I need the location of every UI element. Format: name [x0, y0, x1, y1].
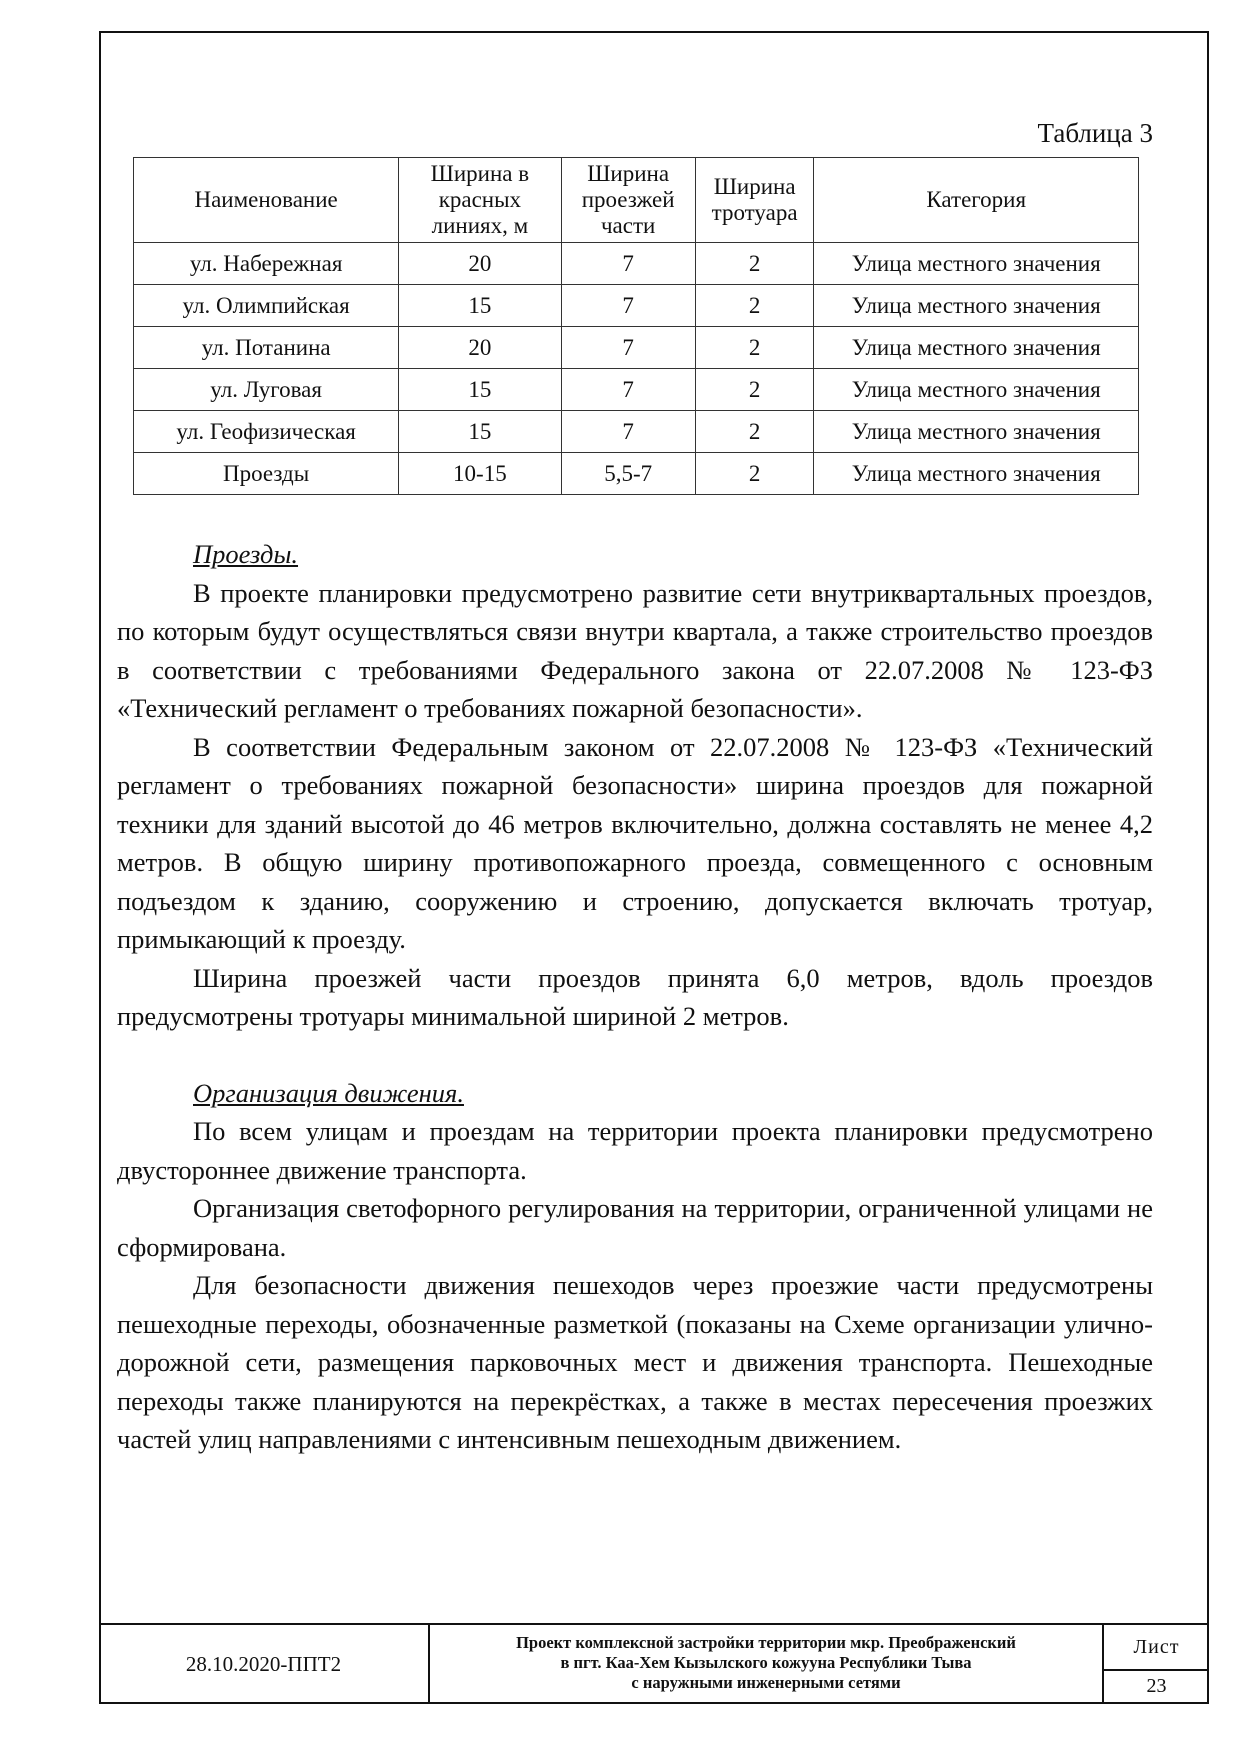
paragraph: В проекте планировки предусмотрено развитие сети внутриквартальных проездов, по которым будут осуществляться связи внутри квартала, а также строительство проездов в соответствии с требованиями Федерального закона от 22.07.2008 № 123-ФЗ «Технический регламент о требованиях пожарной безопасности».: [117, 577, 1153, 723]
cell-name: Проезды: [134, 453, 399, 495]
cell-name: ул. Набережная: [134, 243, 399, 285]
cell-name: ул. Геофизическая: [134, 411, 399, 453]
cell-category: Улица местного значения: [814, 285, 1139, 327]
paragraph: Организация светофорного регулирования на территории, ограниченной улицами не сформирована.: [117, 1193, 1153, 1262]
table-caption: Таблица 3: [1037, 118, 1153, 148]
paragraph: В соответствии Федеральным законом от 22.07.2008 № 123-ФЗ «Технический регламент о требованиях пожарной безопасности» ширина проездов для пожарной техники для зданий высотой до 46 метров включительно, должна составлять не менее 4,2 метров. В общую ширину противопожарного проезда, совмещенного с основным подъездом к зданию, сооружению и строению, допускается включать тротуар, примыкающий к проезду.: [117, 731, 1153, 954]
title-block: [99, 1623, 1209, 1704]
cell-carriageway-width: 7: [561, 243, 695, 285]
cell-sidewalk-width: 2: [695, 411, 814, 453]
sheet-box: [1104, 1625, 1209, 1704]
cell-category: Улица местного значения: [814, 369, 1139, 411]
cell-carriageway-width: 5,5-7: [561, 453, 695, 495]
cell-red-lines-width: 10-15: [399, 453, 561, 495]
document-code: 28.10.2020-ППТ2: [99, 1625, 430, 1704]
cell-category: Улица местного значения: [814, 327, 1139, 369]
cell-sidewalk-width: 2: [695, 369, 814, 411]
cell-red-lines-width: 20: [399, 327, 561, 369]
cell-category: Улица местного значения: [814, 453, 1139, 495]
project-title-line: в пгт. Каа-Хем Кызылского кожууна Республики Тыва: [560, 1653, 972, 1672]
header-red-lines-width: Ширина в красных линиях, м: [399, 158, 561, 243]
cell-sidewalk-width: 2: [695, 243, 814, 285]
section-spacer: [117, 1036, 1153, 1074]
cell-category: Улица местного значения: [814, 243, 1139, 285]
section-heading-traffic: Организация движения.: [193, 1077, 464, 1108]
cell-name: ул. Луговая: [134, 369, 399, 411]
paragraph: Ширина проезжей части проездов принята 6,0 метров, вдоль проездов предусмотрены тротуары минимальной шириной 2 метров.: [117, 962, 1153, 1031]
header-sidewalk-width: Ширина тротуара: [695, 158, 814, 243]
paragraph: По всем улицам и проездам на территории проекта планировки предусмотрено двустороннее движение транспорта.: [117, 1116, 1153, 1185]
header-category: Категория: [814, 158, 1139, 243]
header-carriageway-width: Ширина проезжей части: [561, 158, 695, 243]
project-title-line: Проект комплексной застройки территории мкр. Преображенский: [516, 1633, 1016, 1652]
project-title: [430, 1625, 1104, 1704]
table-row: [134, 243, 1139, 285]
cell-carriageway-width: 7: [561, 411, 695, 453]
table-row: [134, 453, 1139, 495]
streets-table: [133, 157, 1139, 495]
cell-sidewalk-width: 2: [695, 327, 814, 369]
table-row: [134, 369, 1139, 411]
table-row: [134, 411, 1139, 453]
cell-carriageway-width: 7: [561, 285, 695, 327]
table-row: [134, 285, 1139, 327]
sheet-number: 23: [1146, 1675, 1167, 1697]
sheet-label: Лист: [1104, 1625, 1209, 1671]
cell-red-lines-width: 15: [399, 411, 561, 453]
table-row: [134, 327, 1139, 369]
cell-carriageway-width: 7: [561, 327, 695, 369]
cell-red-lines-width: 20: [399, 243, 561, 285]
cell-red-lines-width: 15: [399, 369, 561, 411]
section-heading-driveways: Проезды.: [193, 539, 299, 569]
cell-carriageway-width: 7: [561, 369, 695, 411]
cell-name: ул. Олимпийская: [134, 285, 399, 327]
paragraph: Для безопасности движения пешеходов через проезжие части предусмотрены пешеходные переходы, обозначенные разметкой (показаны на Схеме организации улично-дорожной сети, размещения парковочных мест и движения транспорта. Пешеходные переходы также планируются на перекрёстках, а также в местах пересечения проезжих частей улиц направлениями с интенсивным пешеходным движением.: [117, 1270, 1153, 1454]
project-title-line: с наружными инженерными сетями: [631, 1673, 901, 1692]
document-body: [117, 535, 1153, 1459]
header-name: Наименование: [134, 158, 399, 243]
table-header-row: [134, 158, 1139, 243]
cell-sidewalk-width: 2: [695, 453, 814, 495]
cell-red-lines-width: 15: [399, 285, 561, 327]
cell-category: Улица местного значения: [814, 411, 1139, 453]
cell-sidewalk-width: 2: [695, 285, 814, 327]
cell-name: ул. Потанина: [134, 327, 399, 369]
